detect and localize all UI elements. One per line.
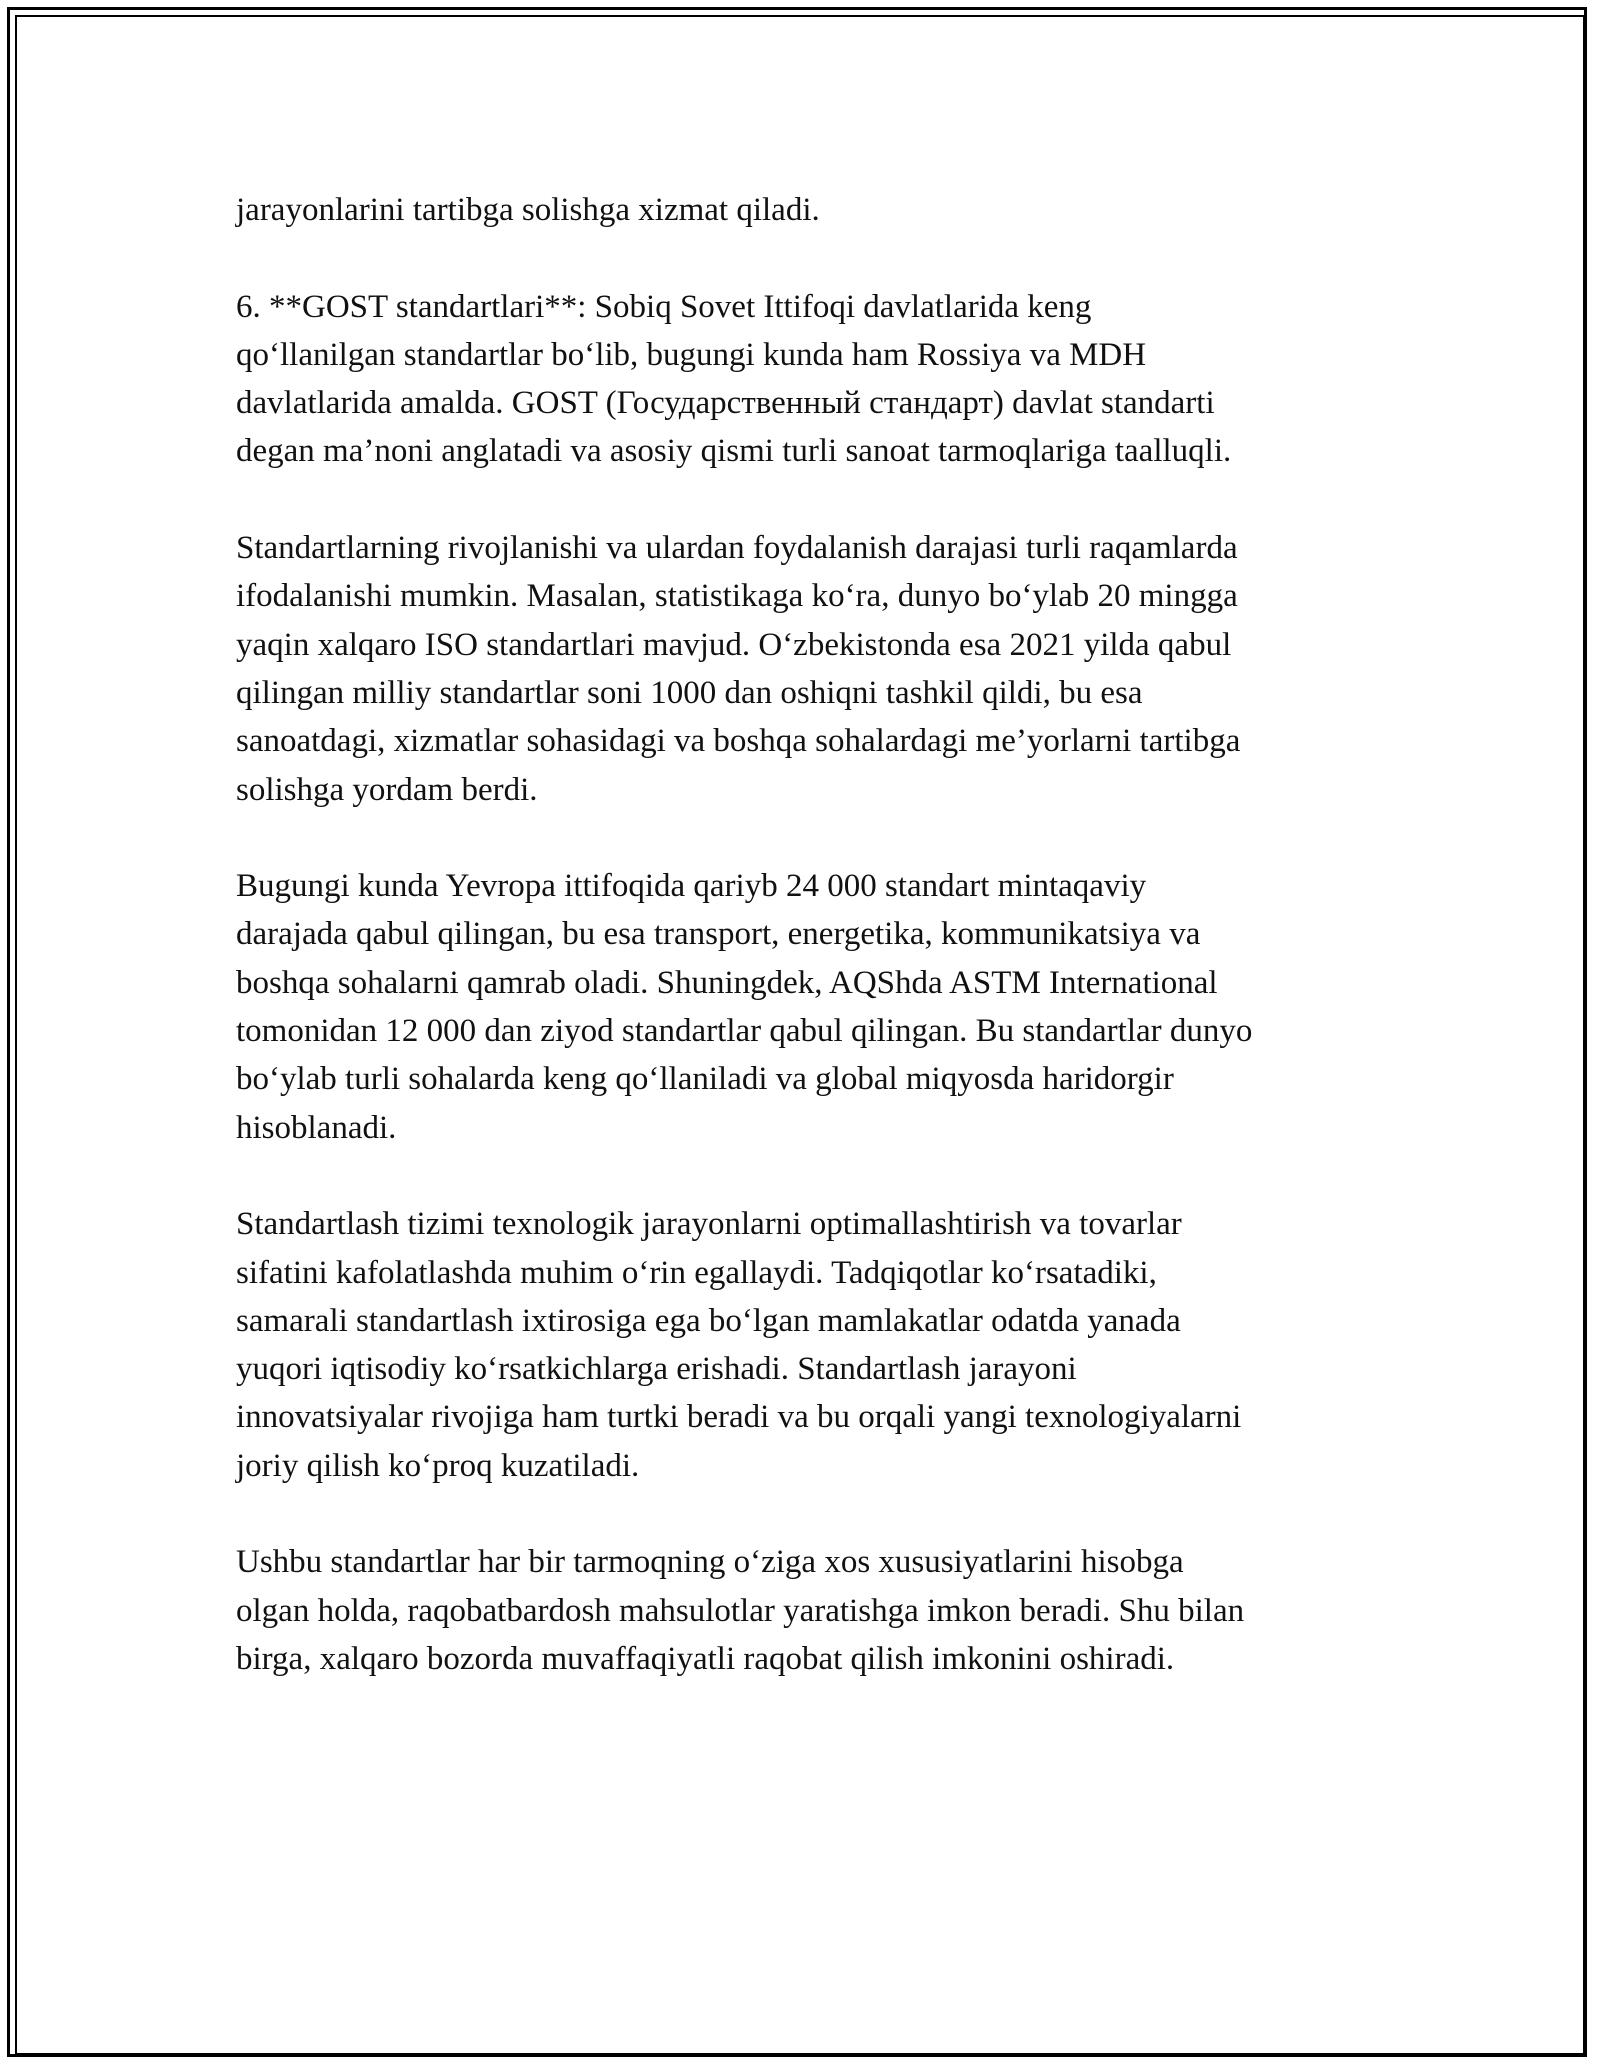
paragraph-eu-us-standards: Bugungi kunda Yevropa ittifoqida qariyb 24 000 standart mintaqaviy darajada qabul qilingan, bu esa transport, energetika, kommunikatsiya va boshqa sohalarni qamrab oladi. Shuningdek, AQShda ASTM International tomonidan 12 000 dan ziyod standartlar qabul qilingan. Bu standartlar dunyo bo‘ylab turli sohalarda keng qo‘llaniladi va global miqyosda haridorgir hisoblanadi. [236, 868, 1253, 1146]
paragraph-gost-standards: 6. **GOST standartlari**: Sobiq Sovet Ittifoqi davlatlarida keng qo‘llanilgan standartlar bo‘lib, bugungi kunda ham Rossiya va MDH davlatlarida amalda. GOST (Государственный стандарт) davlat standarti degan ma’noni anglatadi va asosiy qismi turli sanoat tarmoqlariga taalluqli. [236, 288, 1232, 470]
document-body [236, 186, 1396, 1732]
paragraph-continuation: jarayonlarini tartibga solishga xizmat qiladi. [236, 192, 820, 228]
paragraph-standards-statistics: Standartlarning rivojlanishi va ulardan foydalanish darajasi turli raqamlarda ifodalanishi mumkin. Masalan, statistikaga ko‘ra, dunyo bo‘ylab 20 mingga yaqin xalqaro ISO standartlari mavjud. O‘zbekistonda esa 2021 yilda qabul qilingan milliy standartlar soni 1000 dan oshiqni tashkil qildi, bu esa sanoatdagi, xizmatlar sohasidagi va boshqa sohalardagi me’yorlarni tartibga solishga yordam berdi. [236, 530, 1241, 808]
paragraph-standardization-system: Standartlash tizimi texnologik jarayonlarni optimallashtirish va tovarlar sifatini kafolatlashda muhim o‘rin egallaydi. Tadqiqotlar ko‘rsatadiki, samarali standartlash ixtirosiga ega bo‘lgan mamlakatlar odatda yanada yuqori iqtisodiy ko‘rsatkichlarga erishadi. Standartlash jarayoni innovatsiyalar rivojiga ham turtki beradi va bu orqali yangi texnologiyalarni joriy qilish ko‘proq kuzatiladi. [236, 1206, 1242, 1484]
paragraph-competitiveness: Ushbu standartlar har bir tarmoqning o‘ziga xos xususiyatlarini hisobga olgan holda, raqobatbardosh mahsulotlar yaratishga imkon beradi. Shu bilan birga, xalqaro bozorda muvaffaqiyatli raqobat qilish imkonini oshiradi. [236, 1544, 1245, 1677]
